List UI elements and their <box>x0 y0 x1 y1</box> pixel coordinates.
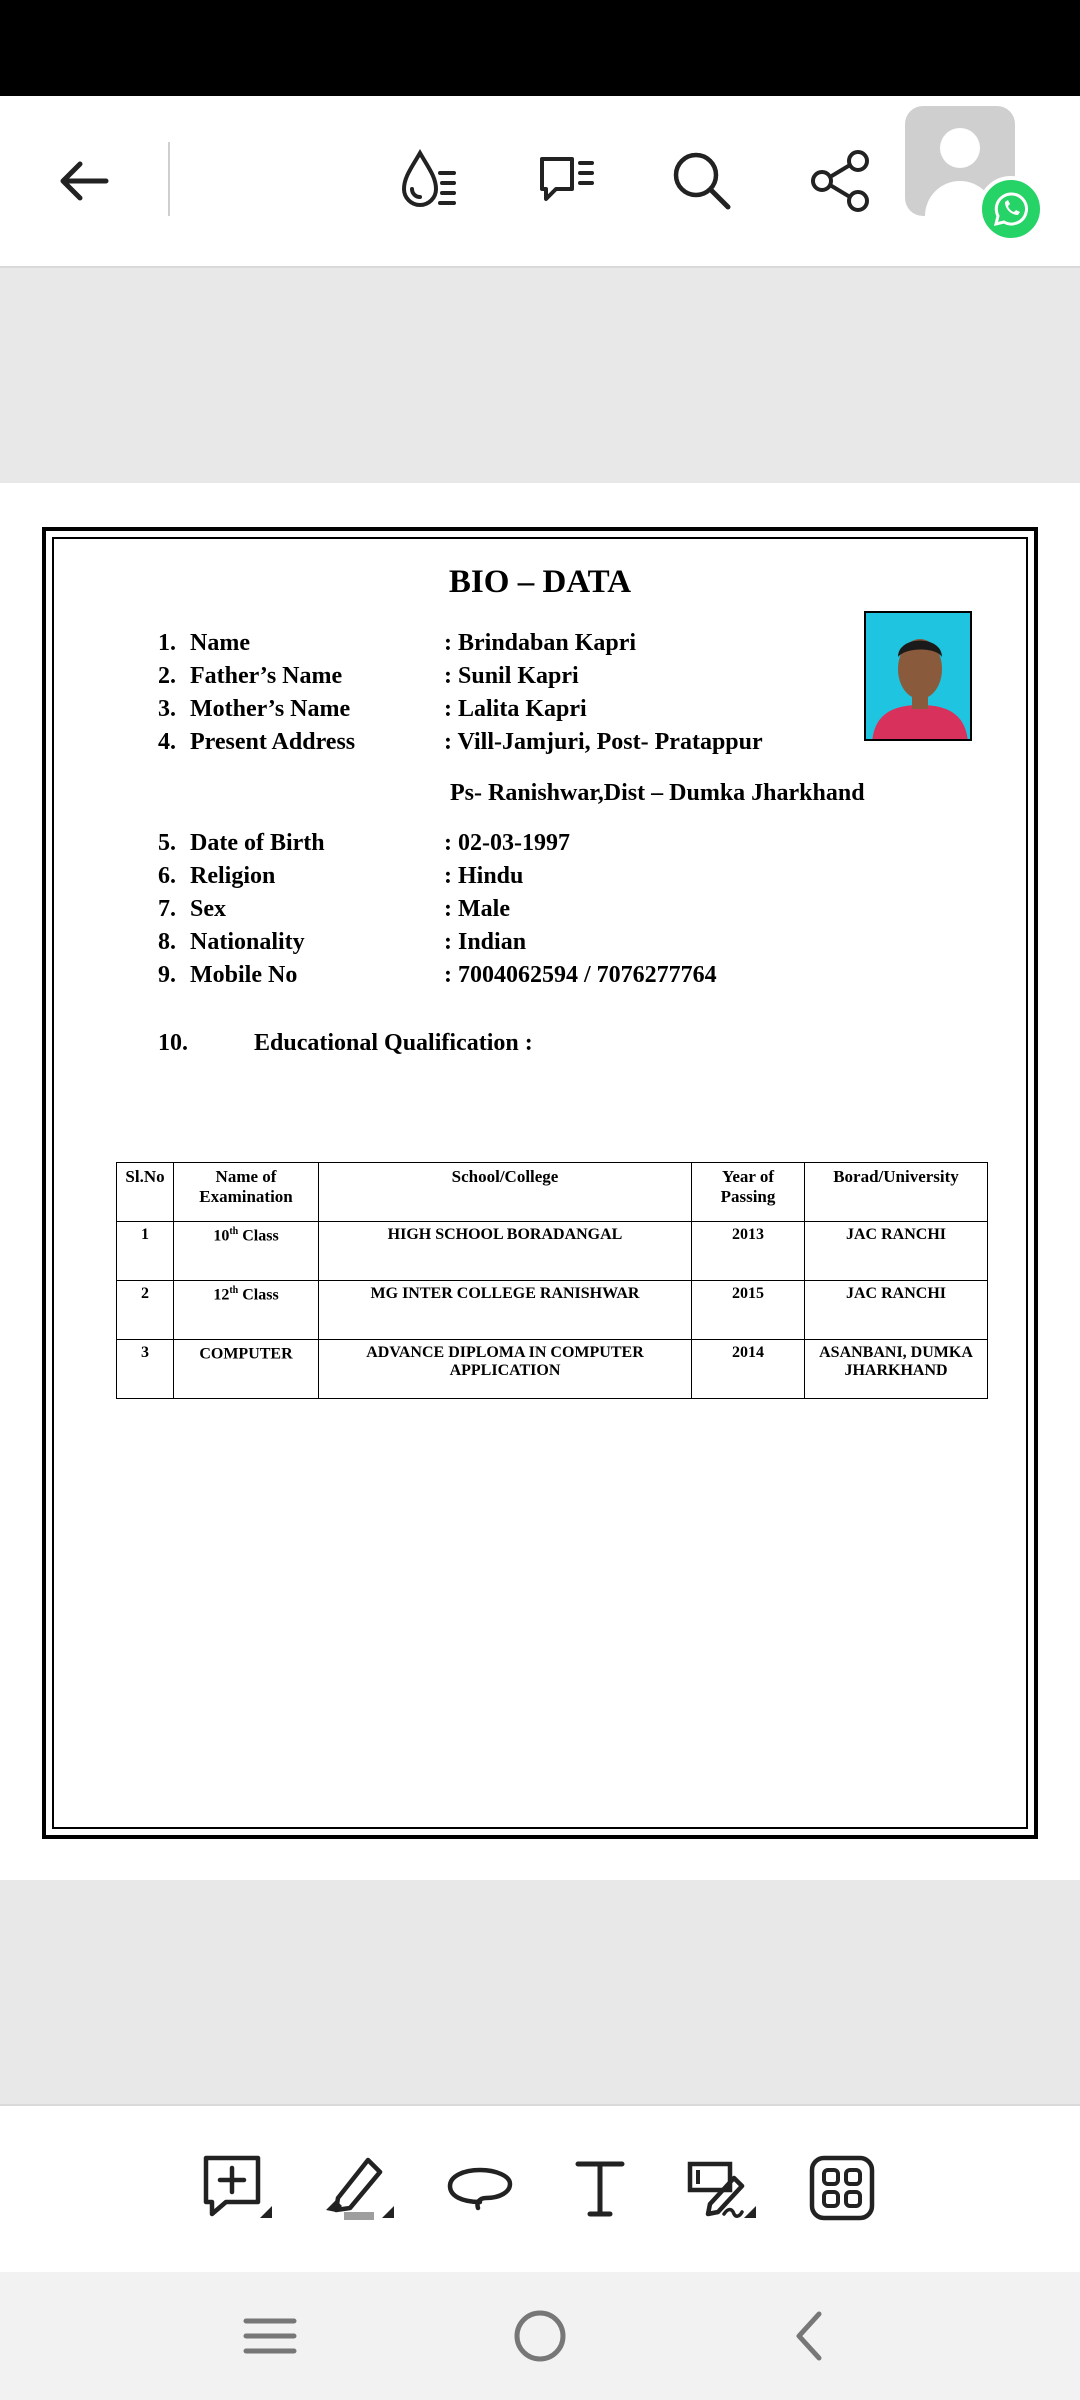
table-row <box>117 1340 988 1399</box>
exam-name: 12 <box>213 1286 230 1304</box>
header-school: School/College <box>319 1163 692 1222</box>
exam-rest: Class <box>238 1227 279 1245</box>
field-number: 8. <box>158 929 176 955</box>
cell-year: 2013 <box>692 1222 805 1281</box>
reading-mode-icon[interactable] <box>378 131 478 231</box>
cell-board: ASANBANI, DUMKA JHARKHAND <box>805 1340 988 1399</box>
text-icon[interactable] <box>560 2148 640 2228</box>
cell-school: ADVANCE DIPLOMA IN COMPUTER APPLICATION <box>319 1340 692 1399</box>
cell-exam <box>174 1281 319 1340</box>
field-value: : 02-03-1997 <box>444 830 570 856</box>
bio-field-row <box>158 896 510 928</box>
exam-name: 10 <box>213 1227 230 1245</box>
address-line-2: Ps- Ranishwar,Dist – Dumka Jharkhand <box>450 780 865 806</box>
bio-field-row <box>158 630 637 662</box>
toolbar-divider <box>168 142 170 216</box>
exam-name: COMPUTER <box>199 1345 293 1363</box>
bio-field-row <box>158 729 763 761</box>
cell-board: JAC RANCHI <box>805 1222 988 1281</box>
sign-icon[interactable] <box>680 2148 760 2228</box>
field-number: 6. <box>158 863 176 889</box>
qualification-table <box>116 1162 988 1399</box>
bio-field-row <box>158 962 717 994</box>
field-number: 9. <box>158 962 176 988</box>
apps-grid-icon[interactable] <box>802 2148 882 2228</box>
cell-exam <box>174 1222 319 1281</box>
field-label: Mother’s Name <box>190 696 351 722</box>
field-value: : Hindu <box>444 863 524 889</box>
cell-slno: 1 <box>117 1222 174 1281</box>
header-exam: Name of Examination <box>174 1163 319 1222</box>
field-value: : Indian <box>444 929 527 955</box>
field-value: : Vill-Jamjuri, Post- Pratappur <box>444 729 763 755</box>
bio-field-row <box>158 830 570 862</box>
field-value: : Brindaban Kapri <box>444 630 637 656</box>
exam-sup: th <box>229 1226 239 1237</box>
education-title: Educational Qualification : <box>254 1030 533 1056</box>
cell-school: HIGH SCHOOL BORADANGAL <box>319 1222 692 1281</box>
field-label: Sex <box>190 896 226 922</box>
header-slno: Sl.No <box>117 1163 174 1222</box>
field-label: Nationality <box>190 929 305 955</box>
status-bar <box>0 0 1080 96</box>
field-value: : 7004062594 / 7076277764 <box>444 962 717 988</box>
table-row <box>117 1281 988 1340</box>
field-label: Religion <box>190 863 276 889</box>
field-number: 1. <box>158 630 176 656</box>
exam-rest: Class <box>238 1286 279 1304</box>
highlighter-icon[interactable] <box>318 2148 398 2228</box>
top-toolbar <box>0 96 1080 268</box>
table-row <box>117 1222 988 1281</box>
field-value: : Lalita Kapri <box>444 696 587 722</box>
field-label: Name <box>190 630 250 656</box>
bio-field-row <box>158 696 587 728</box>
whatsapp-icon[interactable] <box>978 176 1044 242</box>
bottom-toolbar <box>0 2104 1080 2274</box>
cell-slno: 2 <box>117 1281 174 1340</box>
cell-year: 2014 <box>692 1340 805 1399</box>
back-icon[interactable] <box>770 2300 850 2372</box>
bio-field-row <box>158 663 579 695</box>
search-icon[interactable] <box>652 131 752 231</box>
education-heading <box>158 1030 533 1057</box>
profile-photo <box>864 611 972 741</box>
bio-field-row <box>158 929 527 961</box>
recent-apps-icon[interactable] <box>230 2300 310 2372</box>
system-nav-bar <box>0 2272 1080 2400</box>
exam-sup: th <box>229 1285 239 1296</box>
table-header-row <box>117 1163 988 1222</box>
field-number: 7. <box>158 896 176 922</box>
field-label: Mobile No <box>190 962 298 988</box>
education-number: 10. <box>158 1030 188 1056</box>
lasso-icon[interactable] <box>440 2148 520 2228</box>
home-icon[interactable] <box>500 2300 580 2372</box>
field-label: Father’s Name <box>190 663 343 689</box>
document-title: BIO – DATA <box>448 564 632 600</box>
field-value: : Male <box>444 896 510 922</box>
field-label: Present Address <box>190 729 356 755</box>
field-number: 2. <box>158 663 176 689</box>
cell-exam <box>174 1340 319 1399</box>
field-number: 4. <box>158 729 176 755</box>
field-number: 5. <box>158 830 176 856</box>
field-number: 3. <box>158 696 176 722</box>
field-value: : Sunil Kapri <box>444 663 579 689</box>
header-year: Year of Passing <box>692 1163 805 1222</box>
bio-field-row <box>158 863 524 895</box>
cell-board: JAC RANCHI <box>805 1281 988 1340</box>
cell-slno: 3 <box>117 1340 174 1399</box>
share-icon[interactable] <box>790 131 890 231</box>
cell-year: 2015 <box>692 1281 805 1340</box>
field-label: Date of Birth <box>190 830 325 856</box>
header-board: Borad/University <box>805 1163 988 1222</box>
add-comment-icon[interactable] <box>196 2148 276 2228</box>
cell-school: MG INTER COLLEGE RANISHWAR <box>319 1281 692 1340</box>
comments-icon[interactable] <box>516 131 616 231</box>
back-arrow-icon[interactable] <box>34 131 134 231</box>
